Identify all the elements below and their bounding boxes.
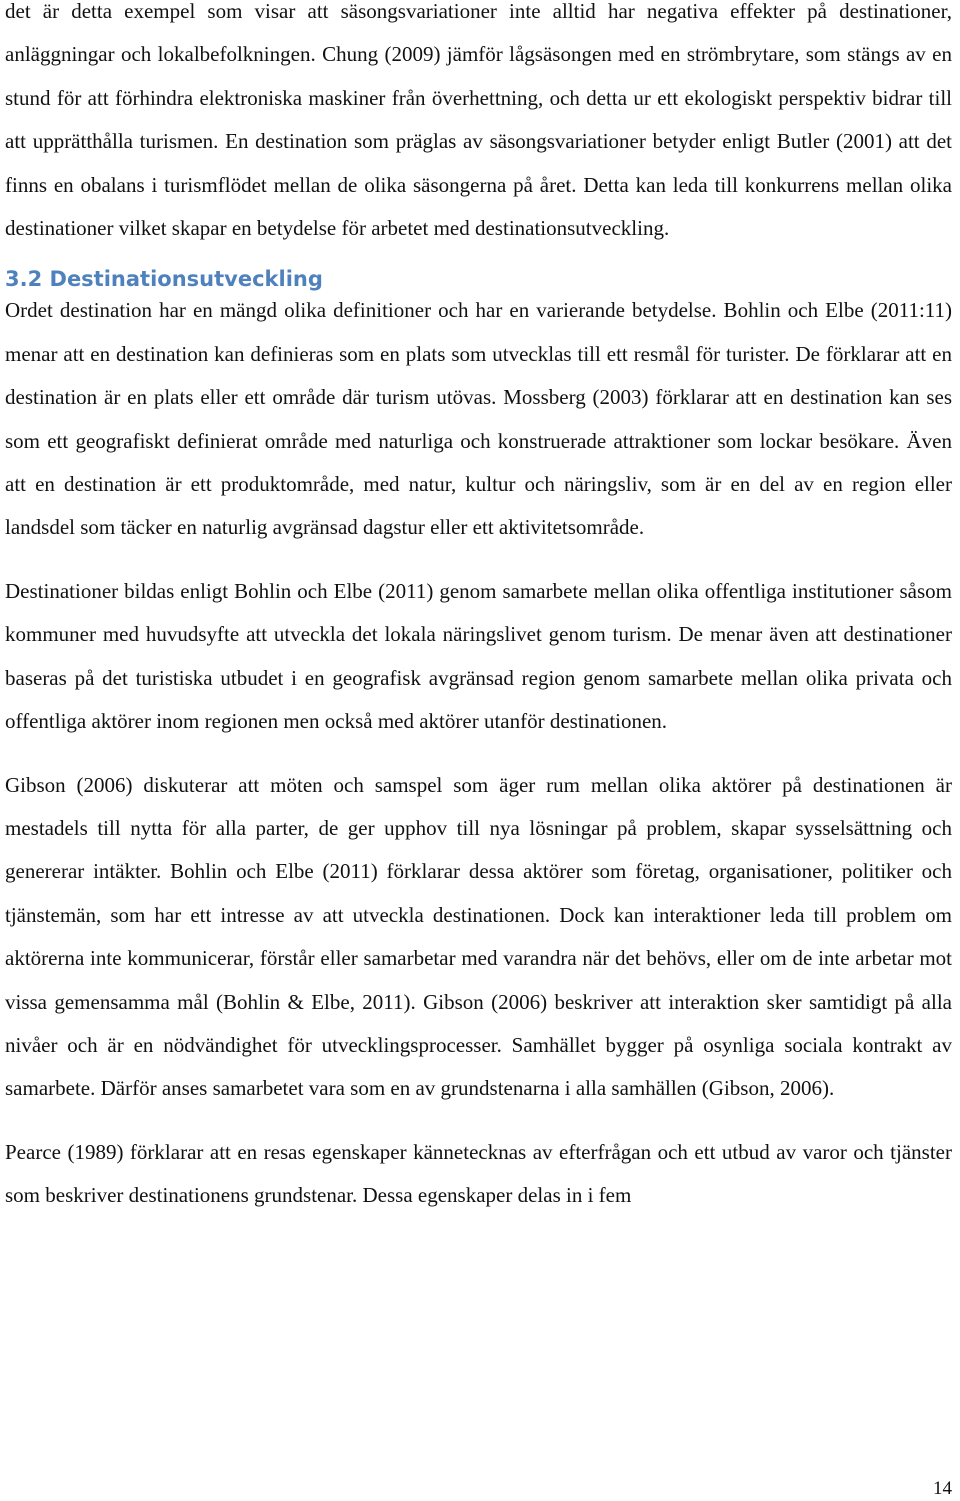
paragraph-pearce: Pearce (1989) förklarar att en resas egenskaper kännetecknas av efterfrågan och ett utbud av varor och tjänster som beskriver destinationens grundstenar. Dessa egenskaper delas in i fem: [5, 1139, 952, 1208]
document-page: [5, 0, 952, 1218]
paragraph-definition: Ordet destination har en mängd olika definitioner och har en varierande betydelse. Bohlin och Elbe (2011:11) menar att en destination kan definieras som en plats som utvecklas till ett resmål för turister. De förklarar att en destination är en plats eller ett område där turism utövas. Mossberg (2003) förklarar att en destination kan ses som ett geografiskt definierat område med naturliga och konstruerade attraktioner som lockar besökare. Även att en destination är ett produktområde, med natur, kultur och näringsliv, som är en del av en region eller landsdel som täcker en naturlig avgränsad dagstur eller ett aktivitetsområde.: [5, 298, 952, 540]
paragraph-intro: det är detta exempel som visar att säsongsvariationer inte alltid har negativa effekter på destinationer, anläggningar och lokalbefolkningen. Chung (2009) jämför lågsäsongen med en strömbrytare, som stängs av en stund för att förhindra elektroniska maskiner från överhettning, och detta ur ett ekologiskt perspektiv bidrar till att upprätthålla turismen. En destination som präglas av säsongsvariationer betyder enligt Butler (2001) att det finns en obalans i turismflödet mellan de olika säsongerna på året. Detta kan leda till konkurrens mellan olika destinationer vilket skapar en betydelse för arbetet med destinationsutveckling.: [5, 0, 952, 241]
page-number: 14: [933, 1478, 952, 1499]
section-heading: 3.2 Destinationsutveckling: [5, 267, 323, 292]
paragraph-formation: Destinationer bildas enligt Bohlin och Elbe (2011) genom samarbete mellan olika offentliga institutioner såsom kommuner med huvudsyfte att utveckla det lokala näringslivet genom turism. De menar även att destinationer baseras på det turistiska utbudet i en geografisk avgränsad region genom samarbete mellan olika privata och offentliga aktörer inom regionen men också med aktörer utanför destinationen.: [5, 578, 952, 734]
paragraph-interaction: Gibson (2006) diskuterar att möten och samspel som äger rum mellan olika aktörer på destinationen är mestadels till nytta för alla parter, de ger upphov till nya lösningar på problem, skapar sysselsättning och genererar intäkter. Bohlin och Elbe (2011) förklarar dessa aktörer som företag, organisationer, politiker och tjänstemän, som har ett intresse av att utveckla destinationen. Dock kan interaktioner leda till problem om aktörerna inte kommunicerar, förstår eller samarbetar med varandra när det behövs, eller om de inte arbetar mot vissa gemensamma mål (Bohlin & Elbe, 2011). Gibson (2006) beskriver att interaktion sker samtidigt på alla nivåer och är en nödvändighet för utvecklingsprocesser. Samhället bygger på osynliga sociala kontrakt av samarbete. Därför anses samarbetet vara som en av grundstenarna i alla samhällen (Gibson, 2006).: [5, 772, 952, 1101]
